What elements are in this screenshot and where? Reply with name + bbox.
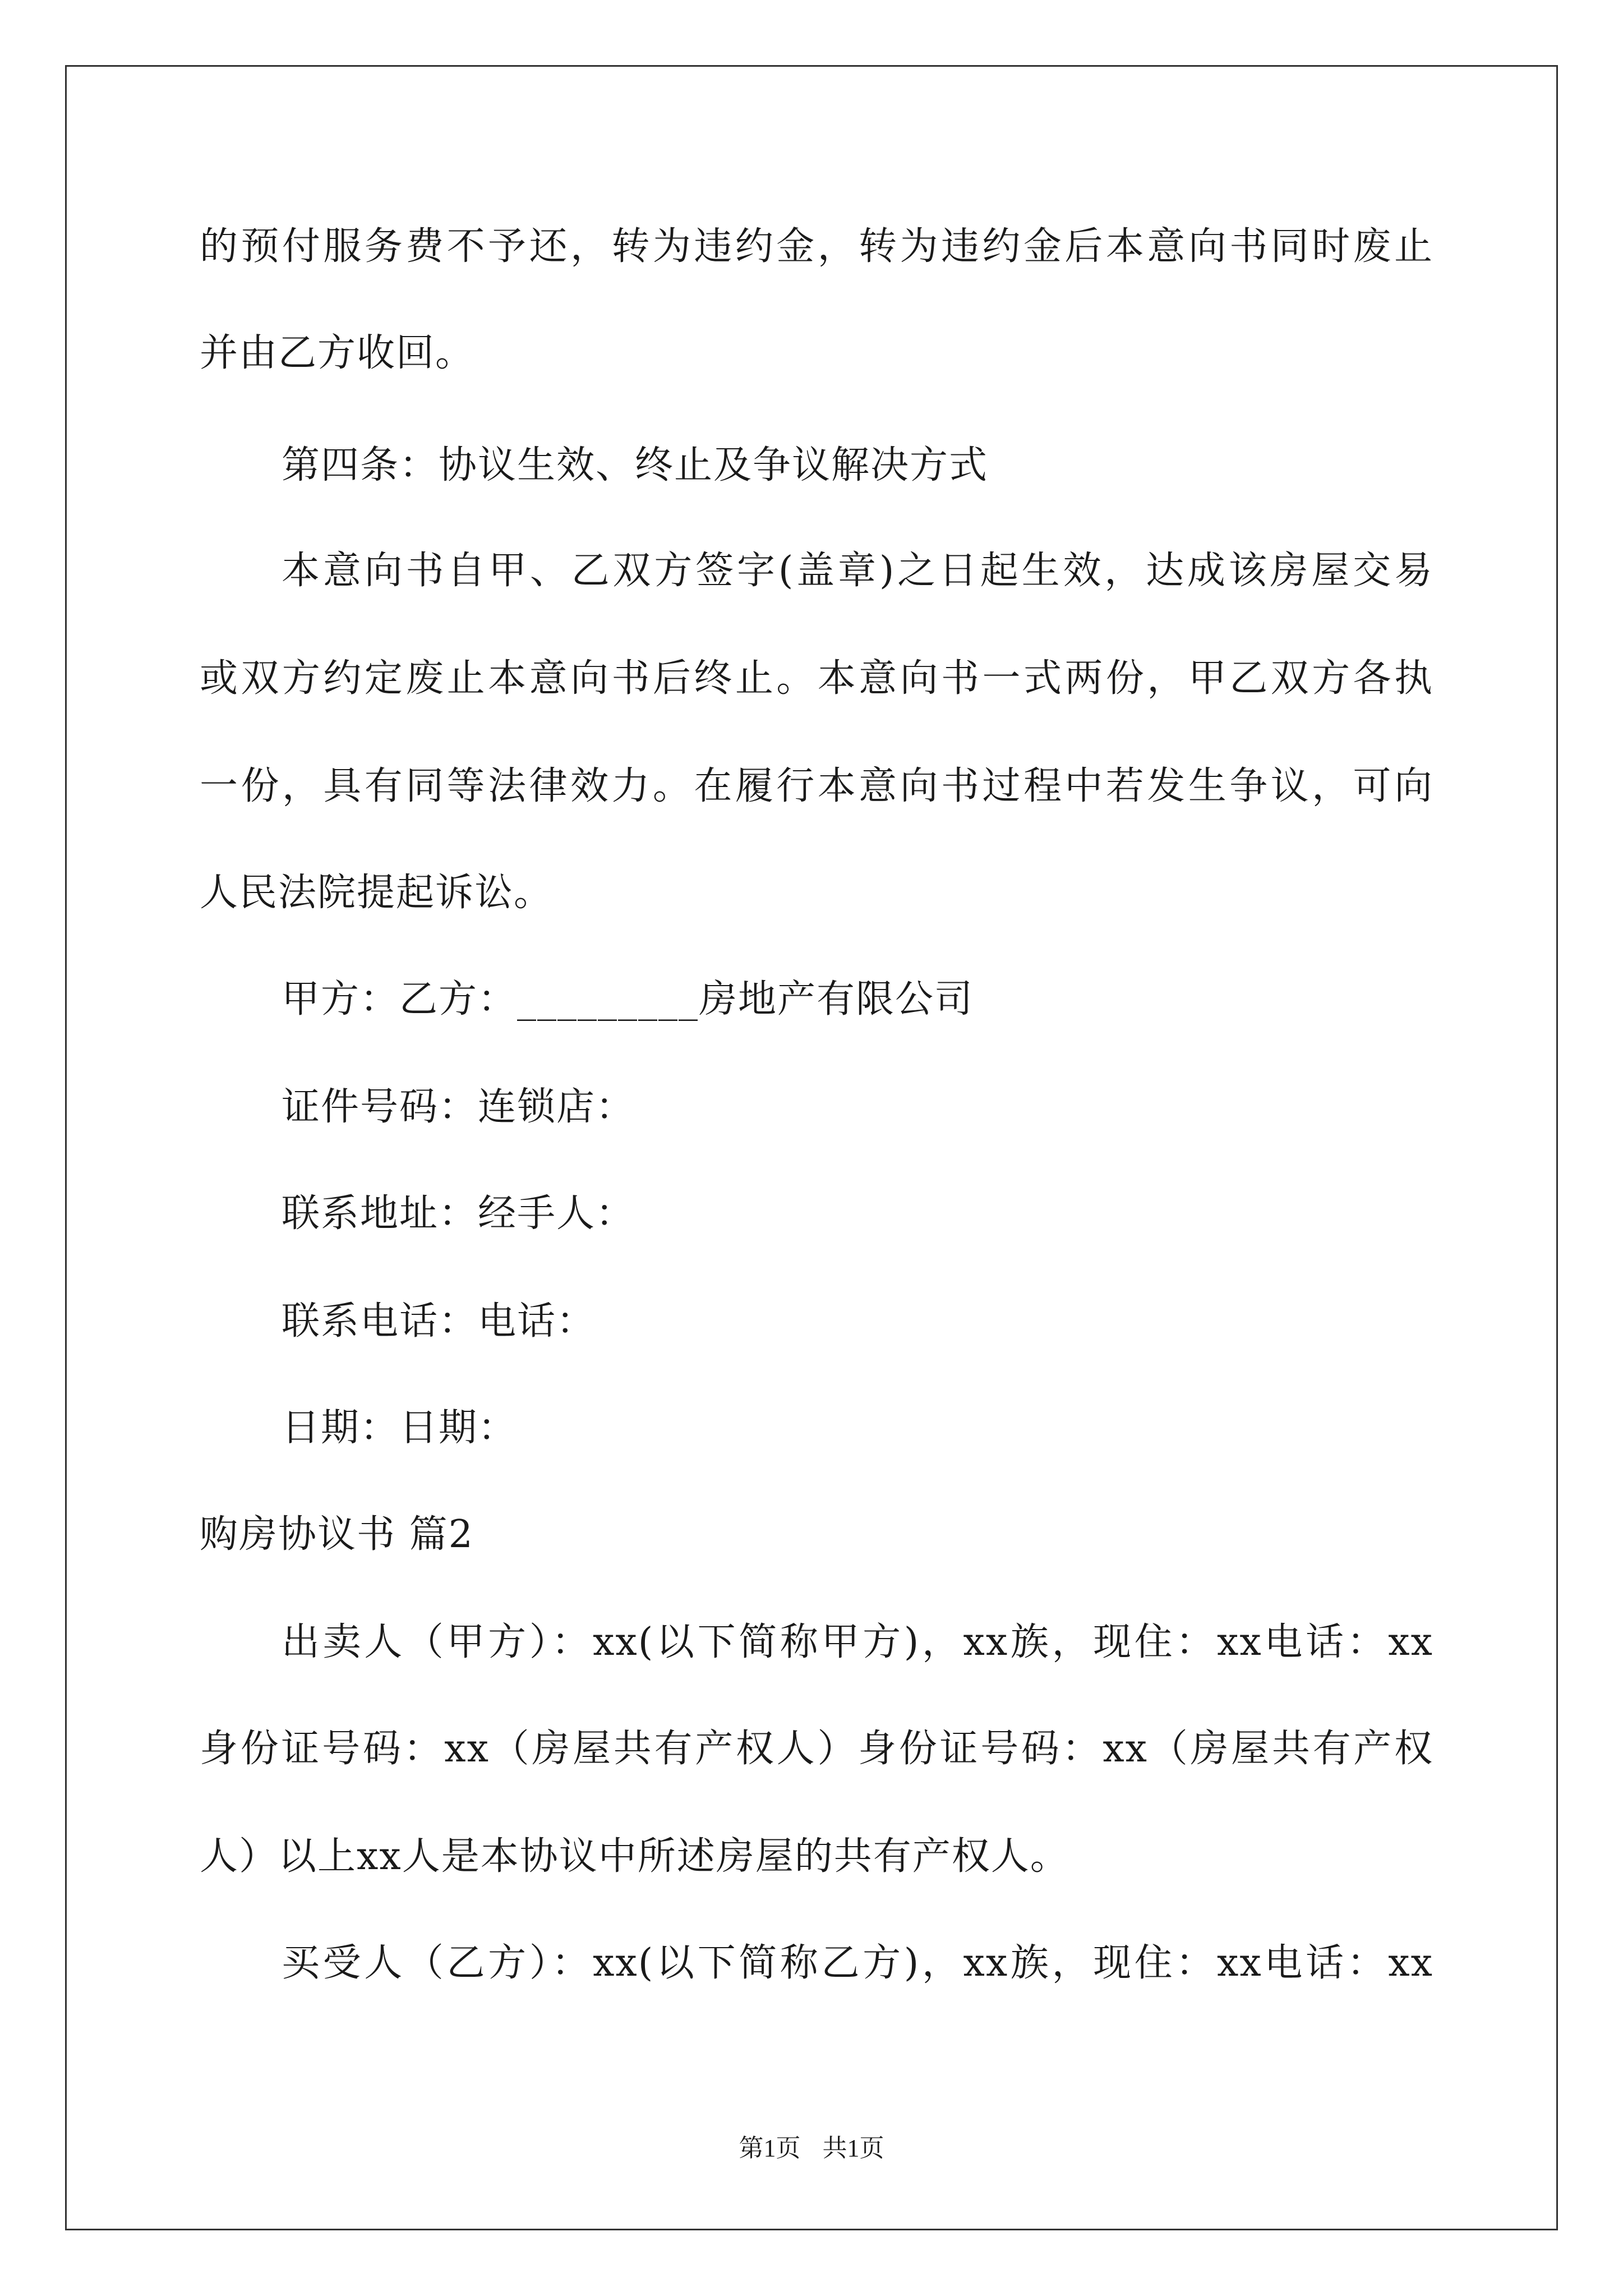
text-line-4: 本意向书自甲、乙双方签字(盖章)之日起生效，达成该房屋交易 — [282, 549, 1433, 593]
article-heading: 第四条：协议生效、终止及争议解决方式 — [282, 443, 989, 487]
phone-line: 联系电话：电话： — [282, 1299, 596, 1343]
text-line-7: 人民法院提起诉讼。 — [200, 871, 554, 915]
party-signature-line: 甲方：乙方：_________房地产有限公司 — [282, 977, 974, 1022]
text-line-14: 出卖人（甲方）：xx(以下简称甲方)，xx族，现住：xx电话：xx — [282, 1620, 1433, 1664]
address-line: 联系地址：经手人： — [282, 1191, 635, 1236]
text-line-2: 并由乙方收回。 — [200, 331, 475, 375]
text-line-17: 买受人（乙方）：xx(以下简称乙方)，xx族，现住：xx电话：xx — [282, 1941, 1433, 1985]
id-number-line: 证件号码：连锁店： — [282, 1085, 635, 1129]
text-line-1: 的预付服务费不予还，转为违约金，转为违约金后本意向书同时废止 — [200, 224, 1433, 269]
page-number: 第1页 — [739, 2134, 801, 2162]
page-total: 共1页 — [822, 2134, 884, 2162]
date-line: 日期：日期： — [282, 1406, 518, 1450]
text-line-6: 一份，具有同等法律效力。在履行本意向书过程中若发生争议，可向 — [200, 764, 1433, 808]
page-border — [65, 65, 1558, 2230]
text-line-16: 人）以上xx人是本协议中所述房屋的共有产权人。 — [200, 1834, 1069, 1879]
text-line-5: 或双方约定废止本意向书后终止。本意向书一式两份，甲乙双方各执 — [200, 656, 1433, 701]
page-footer — [0, 2132, 1623, 2165]
text-line-15: 身份证号码：xx（房屋共有产权人）身份证号码：xx（房屋共有产权 — [200, 1727, 1433, 1771]
section-title: 购房协议书 篇2 — [200, 1512, 474, 1557]
